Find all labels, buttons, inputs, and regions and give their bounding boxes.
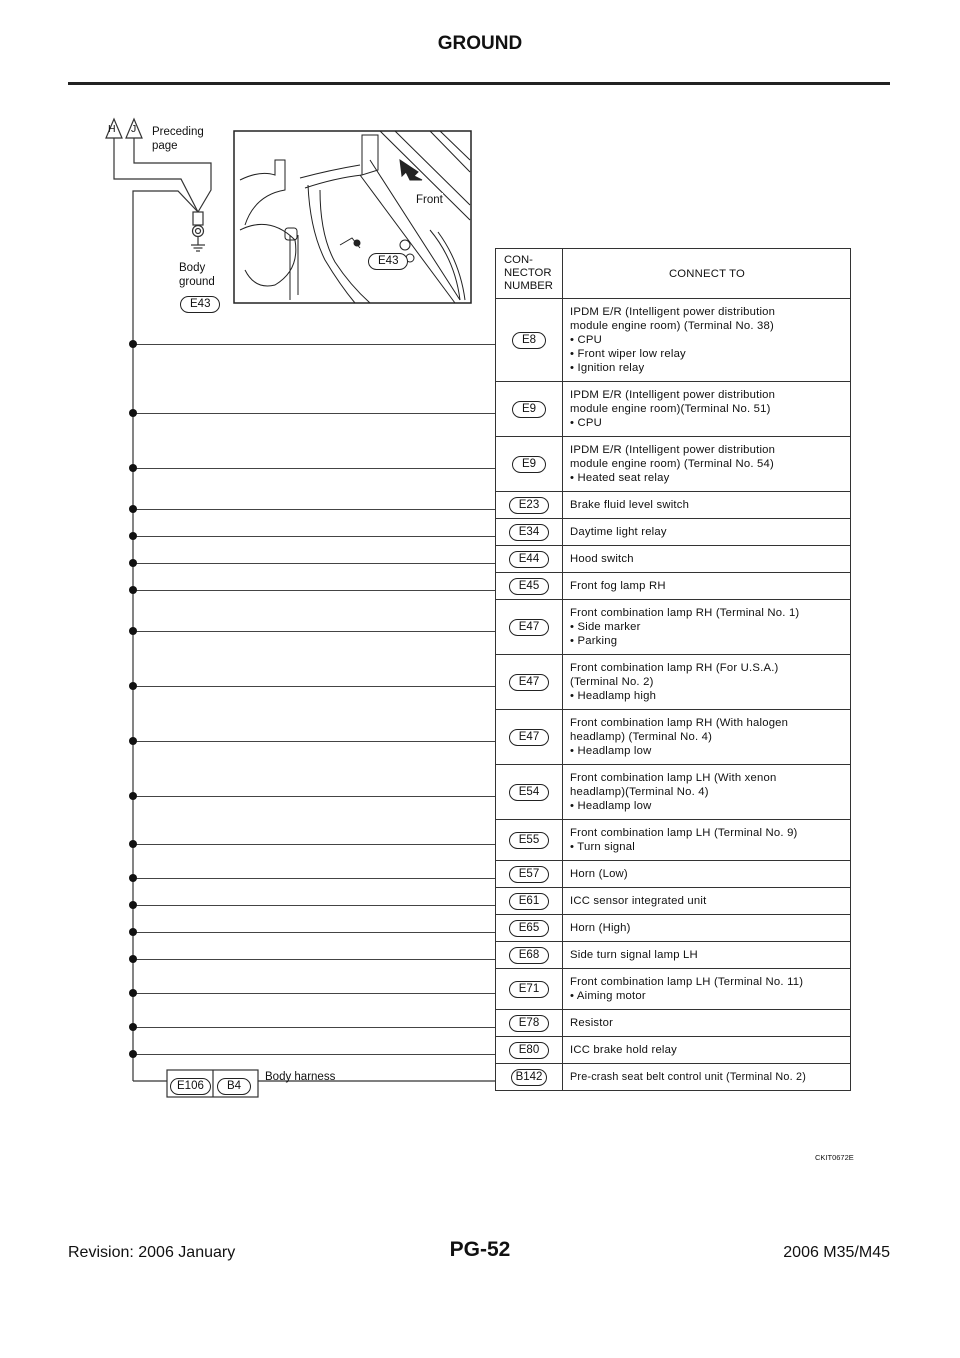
connector-badge: E8 xyxy=(512,332,546,349)
table-row xyxy=(496,518,850,545)
preceding-page-label xyxy=(152,125,204,153)
splice-dot xyxy=(129,840,137,848)
splice-dot xyxy=(129,792,137,800)
splice-dot xyxy=(129,532,137,540)
splice-dot xyxy=(129,409,137,417)
connector-cell xyxy=(496,655,563,709)
wire-branch xyxy=(133,741,495,742)
connector-badge: E45 xyxy=(509,578,549,595)
wire-branch xyxy=(133,468,495,469)
connect-to-line: • Parking xyxy=(570,635,618,647)
connector-cell xyxy=(496,710,563,764)
wire-branch xyxy=(133,563,495,564)
connector-cell xyxy=(496,519,563,545)
ground-terminal-icon xyxy=(193,212,203,225)
via-connector-e106: E106 xyxy=(170,1078,211,1095)
connector-table xyxy=(495,248,851,1091)
connect-to-line: • Turn signal xyxy=(570,841,635,853)
connect-to-line: • Front wiper low relay xyxy=(570,348,686,360)
connect-to-cell xyxy=(563,765,850,819)
connect-to-cell xyxy=(563,492,850,518)
connector-badge: E78 xyxy=(509,1015,549,1032)
connect-to-line: Horn (Low) xyxy=(570,868,628,880)
splice-dot xyxy=(129,1050,137,1058)
header-line: CON- xyxy=(504,254,533,266)
connect-to-line: • Ignition relay xyxy=(570,362,645,374)
connect-to-line: • Headlamp low xyxy=(570,745,652,757)
table-row xyxy=(496,968,850,1009)
splice-dot xyxy=(129,989,137,997)
connect-to-cell xyxy=(563,888,850,914)
splice-dot xyxy=(129,682,137,690)
connect-to-line: • CPU xyxy=(570,417,602,429)
connector-cell xyxy=(496,299,563,381)
connect-to-line: • Heated seat relay xyxy=(570,472,670,484)
splice-dot xyxy=(129,1023,137,1031)
page-number: PG-52 xyxy=(449,1238,511,1261)
table-row xyxy=(496,381,850,436)
ground-connector-badge: E43 xyxy=(180,296,220,313)
connect-to-line: Front combination lamp LH (With xenon xyxy=(570,772,777,784)
connector-cell xyxy=(496,1064,563,1090)
table-row xyxy=(496,1063,850,1090)
table-row xyxy=(496,599,850,654)
connect-to-line: module engine room) (Terminal No. 54) xyxy=(570,458,774,470)
splice-dot xyxy=(129,464,137,472)
table-row xyxy=(496,491,850,518)
connector-badge: E44 xyxy=(509,551,549,568)
header-connect-to: CONNECT TO xyxy=(668,267,746,280)
table-row xyxy=(496,1009,850,1036)
table-row xyxy=(496,764,850,819)
connect-to-line: ICC brake hold relay xyxy=(570,1044,677,1056)
connect-to-line: Hood switch xyxy=(570,553,634,565)
connect-to-cell xyxy=(563,861,850,887)
revision-label: Revision: 2006 January xyxy=(68,1244,236,1261)
connector-cell xyxy=(496,492,563,518)
connect-to-line: Brake fluid level switch xyxy=(570,499,690,511)
connect-to-line: Resistor xyxy=(570,1017,614,1029)
connect-to-line: IPDM E/R (Intelligent power distribution xyxy=(570,306,776,318)
connect-to-cell xyxy=(563,969,850,1009)
page-title: GROUND xyxy=(437,33,523,54)
wire-branch xyxy=(133,959,495,960)
connect-to-cell xyxy=(563,600,850,654)
connector-badge: E65 xyxy=(509,920,549,937)
connector-badge: E80 xyxy=(509,1042,549,1059)
connect-to-line: Horn (High) xyxy=(570,922,631,934)
connector-badge: E47 xyxy=(509,729,549,746)
model-label: 2006 M35/M45 xyxy=(783,1244,890,1261)
wire-branch xyxy=(133,796,495,797)
wire-branch xyxy=(133,932,495,933)
table-row xyxy=(496,819,850,860)
splice-dot xyxy=(129,874,137,882)
table-row xyxy=(496,654,850,709)
connector-cell xyxy=(496,437,563,491)
via-connector-b4: B4 xyxy=(217,1078,251,1095)
connector-badge: E57 xyxy=(509,866,549,883)
splice-dot xyxy=(129,627,137,635)
splice-dot xyxy=(129,901,137,909)
wire-branch xyxy=(133,686,495,687)
table-row xyxy=(496,545,850,572)
connector-cell xyxy=(496,765,563,819)
photo-connector-badge: E43 xyxy=(368,253,408,270)
connector-cell xyxy=(496,969,563,1009)
connect-to-cell xyxy=(563,519,850,545)
connect-to-cell xyxy=(563,1037,850,1063)
body-ground-label xyxy=(179,261,215,289)
wire-branch xyxy=(133,844,495,845)
connector-badge: E61 xyxy=(509,893,549,910)
connector-badge: B142 xyxy=(511,1069,548,1086)
ground-location-photo xyxy=(234,131,471,303)
connect-to-line: headlamp) (Terminal No. 4) xyxy=(570,731,713,743)
table-row xyxy=(496,298,850,381)
connect-to-line: • Side marker xyxy=(570,621,641,633)
connector-badge: E9 xyxy=(512,401,546,418)
splice-dot xyxy=(129,928,137,936)
connect-to-line: Front combination lamp RH (Terminal No. 1) xyxy=(570,607,800,619)
splice-dot xyxy=(129,955,137,963)
splice-dot xyxy=(129,559,137,567)
splice-dot xyxy=(129,505,137,513)
preceding-label-line: Preceding xyxy=(152,126,204,138)
connector-badge: E47 xyxy=(509,619,549,636)
connect-to-line: • Headlamp low xyxy=(570,800,652,812)
wire-branch xyxy=(133,1054,495,1055)
connector-cell xyxy=(496,888,563,914)
connect-to-line: Front combination lamp LH (Terminal No. 11) xyxy=(570,976,804,988)
wire-branch xyxy=(133,536,495,537)
ground-label-line: Body xyxy=(179,262,206,274)
wire-branch xyxy=(133,344,495,345)
connector-cell xyxy=(496,573,563,599)
connector-cell xyxy=(496,942,563,968)
connector-cell xyxy=(496,861,563,887)
photo-front-label: Front xyxy=(416,194,443,206)
table-row xyxy=(496,1036,850,1063)
header-line: NECTOR xyxy=(504,267,552,279)
connect-to-line: Front combination lamp LH (Terminal No. 9) xyxy=(570,827,798,839)
connector-badge: E54 xyxy=(509,784,549,801)
connect-to-line: headlamp)(Terminal No. 4) xyxy=(570,786,709,798)
connect-to-line: IPDM E/R (Intelligent power distribution xyxy=(570,444,776,456)
table-row xyxy=(496,436,850,491)
connector-cell xyxy=(496,546,563,572)
connect-to-line: module engine room) (Terminal No. 38) xyxy=(570,320,774,332)
connector-badge: E68 xyxy=(509,947,549,964)
marker-h[interactable]: H xyxy=(108,123,116,135)
header-line: NUMBER xyxy=(504,280,553,292)
connect-to-line: Front combination lamp RH (For U.S.A.) xyxy=(570,662,779,674)
wire-branch xyxy=(133,905,495,906)
preceding-label-line: page xyxy=(152,140,178,152)
connect-to-line: • CPU xyxy=(570,334,602,346)
connect-to-cell xyxy=(563,1010,850,1036)
connect-to-cell xyxy=(563,573,850,599)
connect-to-cell xyxy=(563,820,850,860)
connect-to-cell xyxy=(563,1064,850,1090)
wire-branch xyxy=(133,878,495,879)
marker-j[interactable]: J xyxy=(131,123,137,135)
connect-to-cell xyxy=(563,710,850,764)
connector-badge: E34 xyxy=(509,524,549,541)
connector-badge: E23 xyxy=(509,497,549,514)
connect-to-line: Side turn signal lamp LH xyxy=(570,949,698,961)
table-row xyxy=(496,941,850,968)
connect-to-line: IPDM E/R (Intelligent power distribution xyxy=(570,389,776,401)
connect-to-cell xyxy=(563,915,850,941)
wire-branch xyxy=(133,509,495,510)
connect-to-line: • Headlamp high xyxy=(570,690,657,702)
connect-to-line: (Terminal No. 2) xyxy=(570,676,654,688)
connect-to-cell xyxy=(563,546,850,572)
table-row xyxy=(496,860,850,887)
connect-to-line: • Aiming motor xyxy=(570,990,646,1002)
connector-badge: E71 xyxy=(509,981,549,998)
header-connector-number xyxy=(496,249,563,298)
connector-badge: E47 xyxy=(509,674,549,691)
connect-to-line: module engine room)(Terminal No. 51) xyxy=(570,403,771,415)
connect-to-line: Pre-crash seat belt control unit (Terminal No. 2) xyxy=(570,1071,807,1083)
connector-cell xyxy=(496,382,563,436)
table-header xyxy=(496,249,850,298)
wire-branch xyxy=(133,1027,495,1028)
wire-branch xyxy=(133,413,495,414)
table-row xyxy=(496,572,850,599)
connector-badge: E9 xyxy=(512,456,546,473)
connector-cell xyxy=(496,1037,563,1063)
connect-to-cell xyxy=(563,655,850,709)
connect-to-cell xyxy=(563,437,850,491)
table-row xyxy=(496,914,850,941)
connect-to-cell xyxy=(563,382,850,436)
table-row xyxy=(496,887,850,914)
connector-badge: E55 xyxy=(509,832,549,849)
body-harness-label: Body harness xyxy=(265,1071,336,1083)
wire-branch xyxy=(133,993,495,994)
figure-code: CKIT0672E xyxy=(815,1153,854,1162)
wire-branch xyxy=(133,631,495,632)
connector-cell xyxy=(496,820,563,860)
wire-branch xyxy=(133,590,495,591)
splice-dot xyxy=(129,586,137,594)
connect-to-line: Daytime light relay xyxy=(570,526,667,538)
connect-to-line: ICC sensor integrated unit xyxy=(570,895,707,907)
connect-to-cell xyxy=(563,942,850,968)
connector-cell xyxy=(496,600,563,654)
splice-dot xyxy=(129,340,137,348)
connector-cell xyxy=(496,1010,563,1036)
table-row xyxy=(496,709,850,764)
connect-to-cell xyxy=(563,299,850,381)
ground-label-line: ground xyxy=(179,276,215,288)
connect-to-line: Front fog lamp RH xyxy=(570,580,666,592)
connect-to-line: Front combination lamp RH (With halogen xyxy=(570,717,789,729)
connector-cell xyxy=(496,915,563,941)
splice-dot xyxy=(129,737,137,745)
